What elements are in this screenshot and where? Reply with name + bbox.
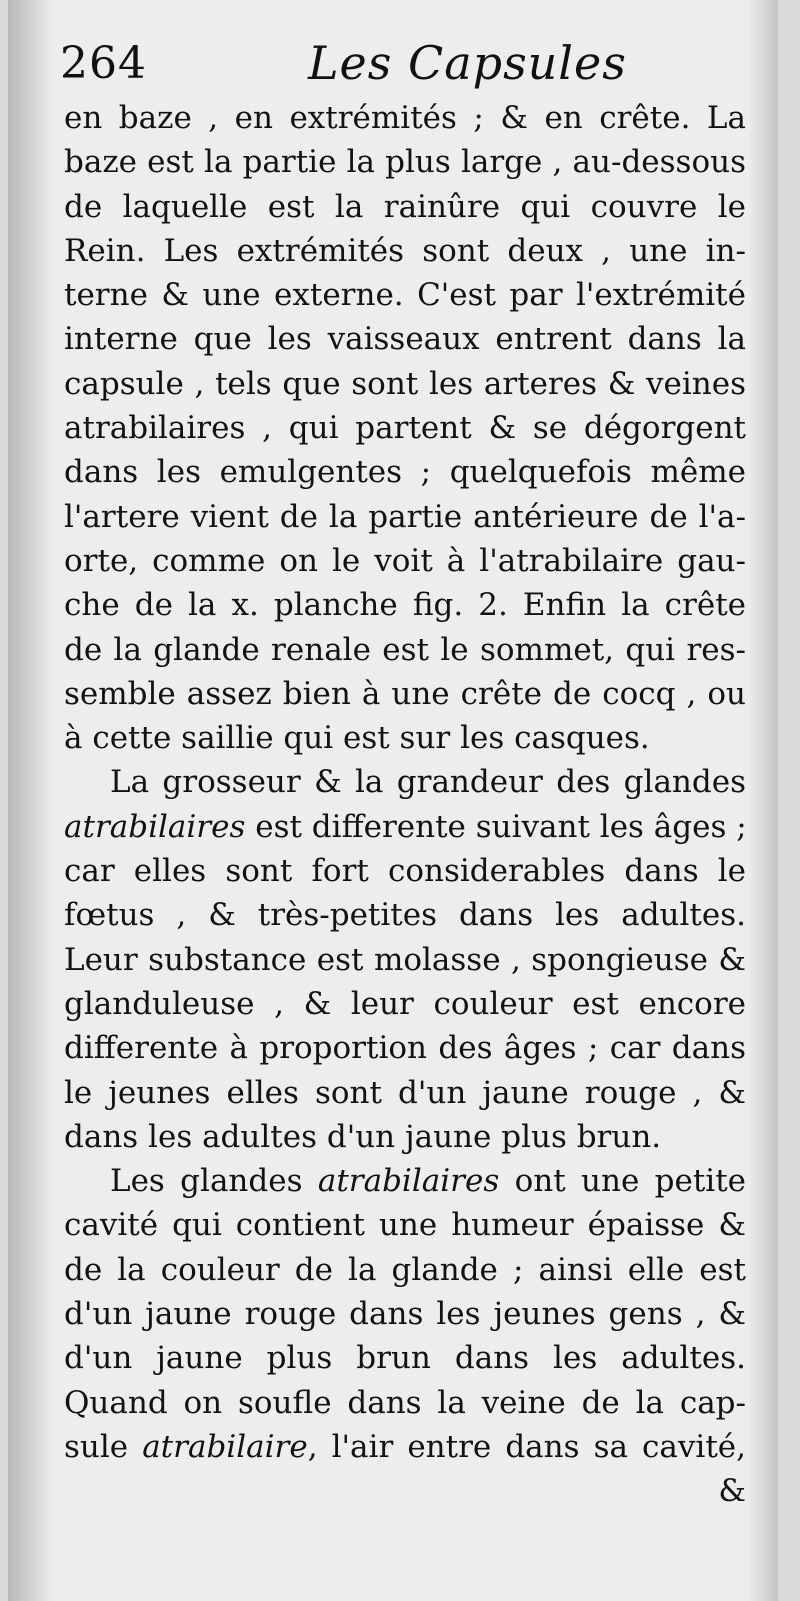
text-line: atrabilaires , qui partent & se dégorgent	[64, 410, 746, 447]
text-line	[64, 760, 746, 804]
text-line: Leur substance est molasse , spongieuse &	[64, 941, 746, 978]
text-segment: La grosseur & la grandeur des glandes	[110, 764, 746, 801]
text-line: semble assez bien à une crête de cocq , ou	[64, 675, 746, 712]
text-line: en baze , en extrémités ; & en crête. La	[64, 100, 746, 136]
text-line: de la glande renale est le sommet, qui res-	[64, 631, 746, 668]
text-line: fœtus , & très-petites dans les adultes.	[64, 897, 746, 934]
text-line	[64, 1159, 746, 1203]
text-line	[64, 1425, 746, 1469]
text-line: differente à proportion des âges ; car dans	[64, 1030, 746, 1067]
text-segment: est differente suivant les âges ;	[245, 808, 747, 845]
text-line: d'un jaune plus brun dans les adultes.	[64, 1340, 746, 1377]
page-number: 264	[60, 38, 147, 89]
text-line: cavité qui contient une humeur épaisse &	[64, 1207, 746, 1244]
italic-term: atrabilaires	[317, 1163, 500, 1200]
text-line: interne que les vaisseaux entrent dans la	[64, 321, 746, 358]
text-line: baze est la partie la plus large , au-dessous	[64, 144, 746, 181]
text-line: Rein. Les extrémités sont deux , une in-	[64, 232, 746, 269]
text-line: che de la x. planche fig. 2. Enfin la crête	[64, 587, 746, 624]
catchword: &	[718, 1473, 746, 1510]
running-head	[60, 38, 750, 98]
text-line: de laquelle est la rainûre qui couvre le	[64, 188, 746, 225]
text-line: de la couleur de la glande ; ainsi elle est	[64, 1251, 746, 1288]
text-segment: sule	[64, 1428, 143, 1465]
text-line	[64, 805, 746, 849]
text-line: terne & une externe. C'est par l'extrémité	[64, 277, 746, 314]
text-line: à cette saillie qui est sur les casques.	[64, 720, 650, 757]
text-segment: , l'air entre dans sa cavité,	[307, 1428, 746, 1465]
text-segment: ont une petite	[499, 1163, 746, 1200]
text-line: capsule , tels que sont les arteres & veines	[64, 365, 746, 402]
running-title: Les Capsules	[308, 36, 627, 90]
text-line: Quand on soufle dans la veine de la cap-	[64, 1384, 746, 1421]
italic-term: atrabilaire	[142, 1428, 308, 1465]
text-line: car elles sont fort considerables dans le	[64, 853, 746, 890]
text-line: orte, comme on le voit à l'atrabilaire gau-	[64, 542, 746, 579]
text-line: dans les emulgentes ; quelquefois même	[64, 454, 746, 491]
italic-term: atrabilaires	[64, 808, 246, 845]
text-line: le jeunes elles sont d'un jaune rouge , &	[64, 1074, 746, 1111]
text-line: dans les adultes d'un jaune plus brun.	[64, 1118, 662, 1155]
text-line: d'un jaune rouge dans les jeunes gens , &	[64, 1296, 746, 1333]
book-page	[8, 0, 778, 1601]
text-segment: Les glandes	[110, 1163, 318, 1200]
text-line: l'artere vient de la partie antérieure de l'a-	[64, 498, 746, 535]
body-text	[64, 96, 746, 1514]
text-line: glanduleuse , & leur couleur est encore	[64, 985, 746, 1022]
